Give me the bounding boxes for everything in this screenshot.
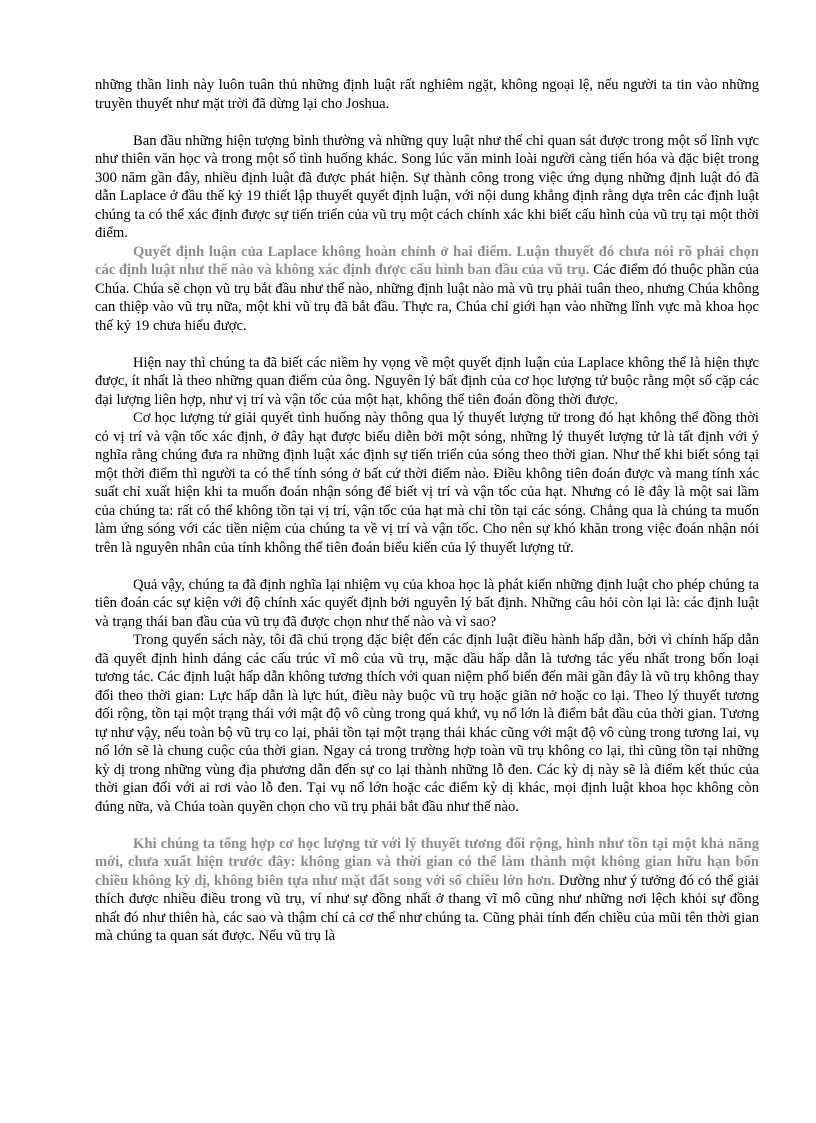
paragraph-3 <box>95 243 759 336</box>
paragraph-8 <box>95 835 759 946</box>
paragraph-4: Hiện nay thì chúng ta đã biết các niềm hy vọng về một quyết định luận của Laplace không thể là hiện thực được, ít nhất là theo những quan điểm của ông. Nguyên lý bất định của cơ học lượng tử buộc rằng một số cặp các đại lượng liên hợp, như vị trí và vận tốc của một hạt, không thể tiên đoán đồng thời được. <box>95 354 759 408</box>
paragraph-text: Dường như ý tưởng đó có thể giải thích được nhiều điều trong vũ trụ, ví như sự đồng nhất ở thang vĩ mô cũng như những nơi lệch khỏi sự đồng nhất đó như thiên hà, các sao và thậm chí cả cơ thể như chúng ta. Cũng phải tính đến chiều của mũi tên thời gian mà chúng ta quan sát được. Nếu vũ trụ là <box>95 872 759 944</box>
paragraph-text: Các điểm đó thuộc phần của Chúa. Chúa sẽ chọn vũ trụ bắt đầu như thế nào, những định luật nào mà vũ trụ phải tuân theo, nhưng Chúa không can thiệp vào vũ trụ nữa, một khi vũ trụ đã bắt đầu. Thực ra, Chúa chỉ giới hạn vào những lĩnh vực mà khoa học thế kỷ 19 chưa hiểu được. <box>95 262 759 334</box>
emphasized-sentence: Khi chúng ta tổng hợp cơ học lượng tử với lý thuyết tương đối rộng, hình như tồn tại một khả năng mới, chưa xuất hiện trước đây: không gian và thời gian có thể làm thành một không gian hữu hạn bốn chiều không kỳ dị, không biên tựa như mặt đất song với số chiều lớn hơn. <box>95 835 759 889</box>
paragraph-6: Quả vậy, chúng ta đã định nghĩa lại nhiệm vụ của khoa học là phát kiến những định luật cho phép chúng ta tiên đoán các sự kiện với độ chính xác quyết định bởi nguyên lý bất định. Những câu hỏi còn lại là: các định luật và trạng thái ban đầu của vũ trụ đã được chọn như thế nào và vì sao? <box>95 576 759 630</box>
paragraph-2: Ban đầu những hiện tượng bình thường và những quy luật như thế chỉ quan sát được trong một số lĩnh vực như thiên văn học và trong một số tình huống khác. Song lúc văn minh loài người càng tiến hóa và đặc biệt trong 300 năm gần đây, nhiều định luật đã được phát hiện. Sự thành công trong việc ứng dụng những định luật đó đã dẫn Laplace ở đầu thế kỷ 19 thiết lập thuyết quyết định luận, với nội dung khẳng định rằng dựa trên các định luật chúng ta có thể xác định được sự tiến triển của vũ trụ một cách chính xác khi biết cấu hình của vũ trụ tại một thời điểm. <box>95 132 759 241</box>
emphasized-sentence: Quyết định luận của Laplace không hoàn chỉnh ở hai điểm. Luận thuyết đó chưa nói rõ phải chọn các định luật như thế nào và không xác định được cấu hình ban đầu của vũ trụ. <box>95 243 759 278</box>
paragraph-1: những thần linh này luôn tuân thủ những định luật rất nghiêm ngặt, không ngoại lệ, nếu người ta tin vào những truyền thuyết như mặt trời đã dừng lại cho Joshua. <box>95 77 759 112</box>
paragraph-5: Cơ học lượng tử giải quyết tình huống này thông qua lý thuyết lượng tử trong đó hạt không thể đồng thời có vị trí và vận tốc xác định, ở đây hạt được biểu diễn bởi một sóng, những lý thuyết lượng tử là tất định với ý nghĩa rằng chúng đưa ra những định luật xác định sự tiến triển của sóng theo thời gian. Như thế khi biết sóng tại một thời điểm thì người ta có thể tính sóng ở bất cứ thời điểm nào. Điều không tiên đoán được và mang tính xác suất chỉ xuất hiện khi ta muốn đoán nhận sóng để biết vị trí và vận tốc của hạt. Nhưng có lẽ đây là một sai lầm của chúng ta: rất có thể không tồn tại vị trí, vận tốc của hạt mà chỉ tồn tại các sóng. Chẳng qua là chúng ta muốn làm ứng sóng với các tiền niệm của chúng ta về vị trí và vận tốc. Cho nên sự khó khăn trong việc đoán nhận nói trên là nguyên nhân của tính không thể tiên đoán biểu kiến của lý thuyết lượng tử. <box>95 410 759 556</box>
paragraph-7: Trong quyển sách này, tôi đã chú trọng đặc biệt đến các định luật điều hành hấp dẫn, bởi vì chính hấp dẫn đã quyết định hình dáng các cấu trúc vĩ mô của vũ trụ, mặc dầu hấp dẫn là tương tác yếu nhất trong bốn loại tương tác. Các định luật hấp dẫn không tương thích với quan niệm phổ biến đến mãi gần đây là vũ trụ không thay đổi theo thời gian: Lực hấp dẫn là lực hút, điều này buộc vũ trụ hoặc giãn nở hoặc co lại. Theo lý thuyết tương đối rộng, tồn tại một trạng thái với mật độ vô cùng trong quá khứ, vụ nổ lớn là điểm bắt đầu của thời gian. Tương tự như vậy, nếu toàn bộ vũ trụ co lại, phải tồn tại một trạng thái khác cũng với mật độ vô cùng trong tương lai, vụ nổ lớn sẽ là chung cuộc của thời gian. Ngay cả trong trường hợp toàn vũ trụ không co lại, thì cũng tồn tại những kỳ dị trong những vùng địa phương dẫn đến sự co lại thành những lỗ đen. Các kỳ dị này sẽ là điểm kết thúc của thời gian đối với ai rơi vào lỗ đen. Tại vụ nổ lớn hoặc các điểm kỳ dị khác, mọi định luật khoa học không còn đúng nữa, và Chúa toàn quyền chọn cho vũ trụ phải bắt đầu như thế nào. <box>95 632 759 815</box>
